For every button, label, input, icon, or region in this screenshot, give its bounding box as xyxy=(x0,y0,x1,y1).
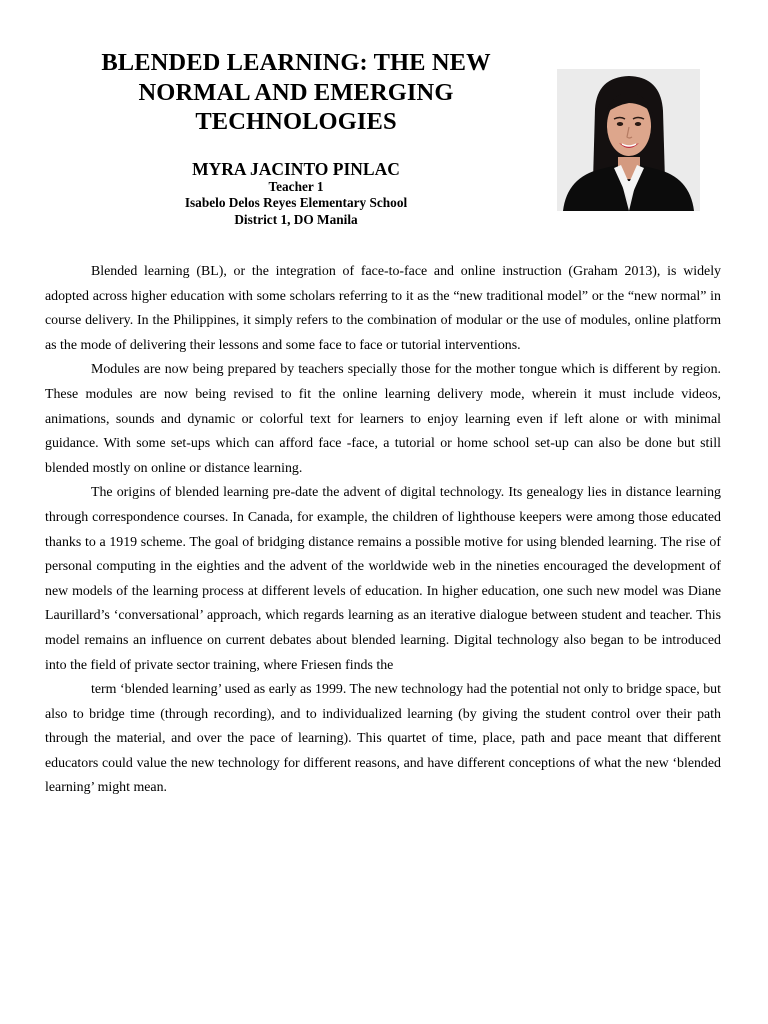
document-title xyxy=(80,48,512,137)
author-position: Teacher 1 xyxy=(268,178,324,194)
body-paragraph: Blended learning (BL), or the integration of face-to-face and online instruction (Graham 2013), is widely adopted across higher education with some scholars referring to it as the “new traditional model” or the “new normal” in course delivery. In the Philippines, it simply refers to the combination of modular or the use of modules, online platform as the mode of delivering their lessons and some face to face or tutorial interventions. xyxy=(45,264,721,353)
body-paragraph: term ‘blended learning’ used as early as 1999. The new technology had the potential not only to bridge space, but also to bridge time (through recording), and to individualized learning (by giving the student control over their path through the material, and over the pace of learning). This quartet of time, place, path and pace meant that different educators could value the new technology for different reasons, and have different conceptions of what the new ‘blended learning’ might mean. xyxy=(45,682,721,796)
title-line: NORMAL AND EMERGING xyxy=(138,78,454,106)
header-block xyxy=(80,48,512,228)
author-school: Isabelo Delos Reyes Elementary School xyxy=(184,195,408,211)
author-name: MYRA JACINTO PINLAC xyxy=(192,158,400,179)
body-paragraph: The origins of blended learning pre-date the advent of digital technology. Its genealogy lies in distance learning through correspondence courses. In Canada, for example, the children of lighthouse keepers were among those educated thanks to a 1919 scheme. The goal of bridging distance remains a possible motive for using blended learning. The rise of personal computing in the eighties and the advent of the worldwide web in the nineties encouraged the development of new models of the learning process at different levels of education. In higher education, one such new model was Diane Laurillard’s ‘conversational’ approach, which regards learning as an iterative dialogue between student and teacher. This model remains an influence on current debates about blended learning. Digital technology also began to be introduced into the field of private sector training, where Friesen finds the xyxy=(45,485,721,673)
author-portrait-icon xyxy=(557,69,700,211)
title-line: TECHNOLOGIES xyxy=(195,108,397,135)
body-paragraph: Modules are now being prepared by teachers specially those for the mother tongue which is different by region. These modules are now being revised to fit the online learning delivery mode, wherein it must include videos, animations, sounds and dynamic or colorful text for learners to enjoy learning even if left alone or with minimal guidance. With some set-ups which can afford face -face, a tutorial or home school set-up can also be done but still blended mostly on online or distance learning. xyxy=(45,362,721,476)
author-photo xyxy=(557,69,700,211)
article-body xyxy=(45,260,721,801)
title-line: BLENDED LEARNING: THE NEW xyxy=(101,49,491,76)
author-district: District 1, DO Manila xyxy=(234,211,358,227)
